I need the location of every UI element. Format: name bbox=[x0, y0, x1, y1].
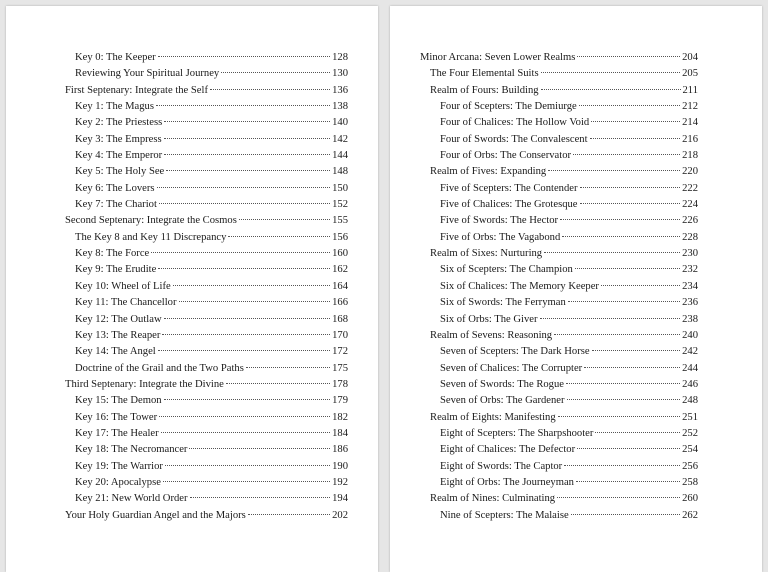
dot-leader bbox=[541, 72, 681, 73]
dot-leader bbox=[164, 138, 331, 139]
toc-entry[interactable] bbox=[420, 197, 698, 213]
toc-list bbox=[65, 50, 348, 524]
dot-leader bbox=[591, 121, 680, 122]
dot-leader bbox=[558, 416, 680, 417]
toc-entry[interactable] bbox=[420, 491, 698, 507]
toc-entry[interactable] bbox=[65, 148, 348, 164]
toc-entry[interactable] bbox=[65, 230, 348, 246]
toc-entry[interactable] bbox=[420, 246, 698, 262]
toc-entry-page-number: 148 bbox=[332, 166, 348, 178]
dot-leader bbox=[228, 236, 330, 237]
toc-entry-page-number: 220 bbox=[682, 166, 698, 178]
dot-leader bbox=[157, 187, 331, 188]
dot-leader bbox=[210, 89, 330, 90]
document-page-left bbox=[6, 6, 378, 572]
toc-entry[interactable] bbox=[65, 312, 348, 328]
dot-leader bbox=[541, 89, 681, 90]
dot-leader bbox=[163, 481, 330, 482]
dot-leader bbox=[601, 285, 680, 286]
toc-entry-title: Six of Orbs: The Giver bbox=[440, 313, 538, 325]
toc-entry[interactable] bbox=[65, 426, 348, 442]
toc-entry[interactable] bbox=[65, 83, 348, 99]
toc-entry[interactable] bbox=[420, 312, 698, 328]
toc-entry[interactable] bbox=[420, 377, 698, 393]
toc-entry-title: Realm of Eights: Manifesting bbox=[430, 411, 556, 423]
toc-entry-page-number: 164 bbox=[332, 280, 348, 292]
toc-entry-title: Seven of Swords: The Rogue bbox=[440, 378, 564, 390]
toc-entry[interactable] bbox=[420, 132, 698, 148]
toc-entry[interactable] bbox=[65, 279, 348, 295]
toc-entry-title: Key 3: The Empress bbox=[75, 133, 162, 145]
toc-entry-title: Your Holy Guardian Angel and the Majors bbox=[65, 509, 246, 521]
toc-entry[interactable] bbox=[65, 164, 348, 180]
toc-entry-title: Second Septenary: Integrate the Cosmos bbox=[65, 215, 237, 227]
dot-leader bbox=[562, 236, 680, 237]
toc-entry[interactable] bbox=[420, 99, 698, 115]
toc-entry[interactable] bbox=[420, 344, 698, 360]
toc-entry[interactable] bbox=[65, 328, 348, 344]
toc-entry-title: Key 8: The Force bbox=[75, 248, 150, 260]
toc-entry-page-number: 211 bbox=[682, 84, 698, 96]
toc-entry-page-number: 150 bbox=[332, 182, 348, 194]
dot-leader bbox=[575, 268, 680, 269]
toc-entry-page-number: 222 bbox=[682, 182, 698, 194]
toc-entry-page-number: 170 bbox=[332, 329, 348, 341]
dot-leader bbox=[571, 514, 680, 515]
toc-entry-page-number: 212 bbox=[682, 101, 698, 113]
toc-entry-title: First Septenary: Integrate the Self bbox=[65, 84, 208, 96]
toc-entry[interactable] bbox=[420, 508, 698, 524]
toc-entry[interactable] bbox=[65, 377, 348, 393]
toc-entry-title: Nine of Scepters: The Malaise bbox=[440, 509, 569, 521]
toc-entry-title: Eight of Orbs: The Journeyman bbox=[440, 476, 574, 488]
dot-leader bbox=[159, 203, 330, 204]
toc-entry-title: Eight of Chalices: The Defector bbox=[440, 444, 576, 456]
toc-entry-title: Key 2: The Priestess bbox=[75, 117, 163, 129]
toc-entry-page-number: 179 bbox=[332, 395, 348, 407]
toc-entry-page-number: 242 bbox=[682, 346, 698, 358]
toc-entry-title: Key 21: New World Order bbox=[75, 493, 188, 505]
toc-entry[interactable] bbox=[65, 410, 348, 426]
toc-entry-page-number: 236 bbox=[682, 297, 698, 309]
toc-entry-title: Key 7: The Chariot bbox=[75, 199, 157, 211]
toc-entry-page-number: 156 bbox=[332, 231, 348, 243]
toc-entry-page-number: 256 bbox=[682, 460, 698, 472]
dot-leader bbox=[592, 350, 681, 351]
dot-leader bbox=[190, 497, 331, 498]
dot-leader bbox=[162, 334, 330, 335]
dot-leader bbox=[189, 448, 330, 449]
toc-entry-title: Realm of Fives: Expanding bbox=[430, 166, 547, 178]
toc-entry-page-number: 190 bbox=[332, 460, 348, 472]
toc-entry-page-number: 258 bbox=[682, 476, 698, 488]
toc-entry[interactable] bbox=[420, 410, 698, 426]
toc-entry-page-number: 142 bbox=[332, 133, 348, 145]
dot-leader bbox=[540, 318, 681, 319]
toc-entry-title: Key 5: The Holy See bbox=[75, 166, 165, 178]
dot-leader bbox=[566, 383, 680, 384]
toc-entry-title: Key 6: The Lovers bbox=[75, 182, 155, 194]
toc-entry[interactable] bbox=[420, 213, 698, 229]
toc-entry-title: Key 0: The Keeper bbox=[75, 52, 156, 63]
toc-entry[interactable] bbox=[65, 115, 348, 131]
toc-entry-title: Key 12: The Outlaw bbox=[75, 313, 162, 325]
toc-entry[interactable] bbox=[65, 213, 348, 229]
toc-entry[interactable] bbox=[420, 83, 698, 99]
toc-entry-title: Realm of Nines: Culminating bbox=[430, 493, 556, 505]
toc-entry-title: Key 4: The Emperor bbox=[75, 150, 163, 162]
toc-entry-page-number: 240 bbox=[682, 329, 698, 341]
toc-entry-title: Seven of Chalices: The Corrupter bbox=[440, 362, 583, 374]
toc-entry[interactable] bbox=[65, 99, 348, 115]
dot-leader bbox=[179, 301, 331, 302]
dot-leader bbox=[577, 448, 680, 449]
dot-leader bbox=[568, 301, 680, 302]
toc-entry[interactable] bbox=[65, 50, 348, 66]
toc-entry-title: Key 11: The Chancellor bbox=[75, 297, 177, 309]
toc-entry-title: Six of Swords: The Ferryman bbox=[440, 297, 566, 309]
toc-entry-page-number: 254 bbox=[682, 444, 698, 456]
toc-entry-page-number: 144 bbox=[332, 150, 348, 162]
toc-entry[interactable] bbox=[420, 328, 698, 344]
dot-leader bbox=[595, 432, 680, 433]
toc-entry[interactable] bbox=[420, 459, 698, 475]
toc-entry-title: Key 10: Wheel of Life bbox=[75, 280, 171, 292]
toc-entry-page-number: 128 bbox=[332, 52, 348, 63]
toc-entry[interactable] bbox=[420, 361, 698, 377]
dot-leader bbox=[590, 138, 681, 139]
toc-entry-page-number: 234 bbox=[682, 280, 698, 292]
toc-entry-title: Key 9: The Erudite bbox=[75, 264, 157, 276]
toc-entry-title: Third Septenary: Integrate the Divine bbox=[65, 378, 224, 390]
toc-entry-title: Key 14: The Angel bbox=[75, 346, 156, 358]
toc-entry-title: Eight of Swords: The Captor bbox=[440, 460, 563, 472]
toc-entry-title: Key 15: The Demon bbox=[75, 395, 162, 407]
toc-entry-page-number: 166 bbox=[332, 297, 348, 309]
toc-entry-title: Six of Scepters: The Champion bbox=[440, 264, 573, 276]
dot-leader bbox=[248, 514, 330, 515]
toc-entry-page-number: 205 bbox=[682, 68, 698, 80]
toc-entry-title: Key 20: Apocalypse bbox=[75, 476, 161, 488]
toc-entry-title: Realm of Sevens: Reasoning bbox=[430, 329, 553, 341]
toc-entry-page-number: 252 bbox=[682, 427, 698, 439]
toc-entry-page-number: 226 bbox=[682, 215, 698, 227]
toc-entry[interactable] bbox=[65, 475, 348, 491]
toc-entry-title: Five of Scepters: The Contender bbox=[440, 182, 578, 194]
toc-entry-title: Key 16: The Tower bbox=[75, 411, 158, 423]
toc-entry[interactable] bbox=[65, 442, 348, 458]
dot-leader bbox=[584, 367, 680, 368]
toc-entry-page-number: 184 bbox=[332, 427, 348, 439]
dot-leader bbox=[579, 105, 680, 106]
toc-entry[interactable] bbox=[65, 459, 348, 475]
toc-entry[interactable] bbox=[420, 164, 698, 180]
dot-leader bbox=[557, 497, 680, 498]
toc-entry-page-number: 248 bbox=[682, 395, 698, 407]
toc-entry[interactable] bbox=[420, 475, 698, 491]
dot-leader bbox=[564, 465, 680, 466]
dot-leader bbox=[573, 154, 680, 155]
toc-entry-title: The Key 8 and Key 11 Discrepancy bbox=[75, 231, 227, 243]
dot-leader bbox=[548, 170, 680, 171]
toc-entry[interactable] bbox=[65, 181, 348, 197]
dot-leader bbox=[567, 399, 681, 400]
toc-entry-title: Eight of Scepters: The Sharpshooter bbox=[440, 427, 594, 439]
toc-entry-page-number: 244 bbox=[682, 362, 698, 374]
dot-leader bbox=[576, 481, 680, 482]
dot-leader bbox=[239, 219, 330, 220]
toc-entry-page-number: 175 bbox=[332, 362, 348, 374]
toc-entry-page-number: 138 bbox=[332, 101, 348, 113]
toc-entry-page-number: 260 bbox=[682, 493, 698, 505]
toc-entry-page-number: 230 bbox=[682, 248, 698, 260]
toc-entry[interactable] bbox=[420, 230, 698, 246]
toc-entry[interactable] bbox=[420, 295, 698, 311]
toc-entry-title: Key 1: The Magus bbox=[75, 101, 154, 113]
toc-entry[interactable] bbox=[65, 262, 348, 278]
toc-entry[interactable] bbox=[65, 361, 348, 377]
toc-entry-page-number: 262 bbox=[682, 509, 698, 521]
dot-leader bbox=[151, 252, 330, 253]
toc-entry[interactable] bbox=[420, 426, 698, 442]
toc-entry-title: Key 17: The Healer bbox=[75, 427, 159, 439]
dot-leader bbox=[226, 383, 330, 384]
toc-entry-page-number: 216 bbox=[682, 133, 698, 145]
toc-entry-page-number: 155 bbox=[332, 215, 348, 227]
toc-list bbox=[420, 50, 698, 524]
dot-leader bbox=[246, 367, 330, 368]
toc-entry[interactable] bbox=[420, 115, 698, 131]
toc-entry-title: The Four Elemental Suits bbox=[430, 68, 539, 80]
dot-leader bbox=[221, 72, 330, 73]
toc-entry-title: Six of Chalices: The Memory Keeper bbox=[440, 280, 599, 292]
dot-leader bbox=[159, 416, 330, 417]
toc-entry-page-number: 232 bbox=[682, 264, 698, 276]
toc-entry-title: Five of Orbs: The Vagabond bbox=[440, 231, 561, 243]
toc-entry-title: Key 18: The Necromancer bbox=[75, 444, 188, 456]
toc-entry-title: Four of Orbs: The Conservator bbox=[440, 150, 572, 162]
toc-entry-title: Four of Scepters: The Demiurge bbox=[440, 101, 577, 113]
toc-entry[interactable] bbox=[420, 393, 698, 409]
toc-entry-page-number: 172 bbox=[332, 346, 348, 358]
dot-leader bbox=[156, 105, 330, 106]
toc-entry-page-number: 168 bbox=[332, 313, 348, 325]
toc-entry-title: Five of Chalices: The Grotesque bbox=[440, 199, 578, 211]
toc-entry-page-number: 194 bbox=[332, 493, 348, 505]
dot-leader bbox=[560, 219, 680, 220]
toc-entry[interactable] bbox=[65, 344, 348, 360]
toc-entry-page-number: 140 bbox=[332, 117, 348, 129]
toc-entry[interactable] bbox=[65, 508, 348, 524]
toc-entry-page-number: 182 bbox=[332, 411, 348, 423]
toc-entry-page-number: 204 bbox=[682, 52, 698, 63]
dot-leader bbox=[580, 187, 681, 188]
toc-entry[interactable] bbox=[420, 66, 698, 82]
toc-entry-page-number: 224 bbox=[682, 199, 698, 211]
toc-entry-page-number: 251 bbox=[682, 411, 698, 423]
dot-leader bbox=[580, 203, 681, 204]
toc-entry-title: Realm of Fours: Building bbox=[430, 84, 539, 96]
toc-entry-title: Minor Arcana: Seven Lower Realms bbox=[420, 52, 576, 63]
toc-entry-page-number: 130 bbox=[332, 68, 348, 80]
dot-leader bbox=[161, 432, 330, 433]
toc-entry[interactable] bbox=[420, 181, 698, 197]
toc-entry[interactable] bbox=[420, 442, 698, 458]
toc-entry[interactable] bbox=[65, 197, 348, 213]
dot-leader bbox=[164, 399, 331, 400]
toc-entry-page-number: 162 bbox=[332, 264, 348, 276]
toc-entry-page-number: 152 bbox=[332, 199, 348, 211]
toc-entry-page-number: 136 bbox=[332, 84, 348, 96]
dot-leader bbox=[165, 465, 330, 466]
toc-entry-page-number: 228 bbox=[682, 231, 698, 243]
toc-entry-page-number: 178 bbox=[332, 378, 348, 390]
toc-entry-title: Seven of Scepters: The Dark Horse bbox=[440, 346, 590, 358]
toc-entry[interactable] bbox=[65, 246, 348, 262]
toc-entry-title: Reviewing Your Spiritual Journey bbox=[75, 68, 220, 80]
toc-entry-title: Key 13: The Reaper bbox=[75, 329, 161, 341]
dot-leader bbox=[164, 154, 330, 155]
dot-leader bbox=[544, 252, 680, 253]
dot-leader bbox=[158, 268, 330, 269]
toc-entry[interactable] bbox=[420, 262, 698, 278]
toc-entry-page-number: 214 bbox=[682, 117, 698, 129]
toc-entry-title: Seven of Orbs: The Gardener bbox=[440, 395, 565, 407]
dot-leader bbox=[554, 334, 680, 335]
toc-entry-title: Doctrine of the Grail and the Two Paths bbox=[75, 362, 244, 374]
toc-entry-title: Key 19: The Warrior bbox=[75, 460, 163, 472]
dot-leader bbox=[164, 318, 331, 319]
toc-entry[interactable] bbox=[65, 393, 348, 409]
toc-entry[interactable] bbox=[65, 132, 348, 148]
toc-entry[interactable] bbox=[420, 148, 698, 164]
toc-entry[interactable] bbox=[65, 295, 348, 311]
dot-leader bbox=[577, 56, 680, 57]
toc-entry-title: Four of Swords: The Convalescent bbox=[440, 133, 588, 145]
toc-entry[interactable] bbox=[420, 279, 698, 295]
toc-entry-page-number: 202 bbox=[332, 509, 348, 521]
toc-entry-title: Four of Chalices: The Hollow Void bbox=[440, 117, 590, 129]
toc-entry[interactable] bbox=[65, 491, 348, 507]
toc-entry-title: Realm of Sixes: Nurturing bbox=[430, 248, 543, 260]
toc-entry-page-number: 238 bbox=[682, 313, 698, 325]
dot-leader bbox=[158, 350, 330, 351]
toc-entry-page-number: 246 bbox=[682, 378, 698, 390]
toc-entry-page-number: 186 bbox=[332, 444, 348, 456]
toc-entry-page-number: 192 bbox=[332, 476, 348, 488]
toc-entry-title: Five of Swords: The Hector bbox=[440, 215, 559, 227]
dot-leader bbox=[166, 170, 330, 171]
toc-entry[interactable] bbox=[420, 50, 698, 66]
toc-entry[interactable] bbox=[65, 66, 348, 82]
dot-leader bbox=[158, 56, 330, 57]
document-page-right bbox=[390, 6, 762, 572]
toc-entry-page-number: 160 bbox=[332, 248, 348, 260]
dot-leader bbox=[164, 121, 330, 122]
dot-leader bbox=[173, 285, 330, 286]
toc-entry-page-number: 218 bbox=[682, 150, 698, 162]
